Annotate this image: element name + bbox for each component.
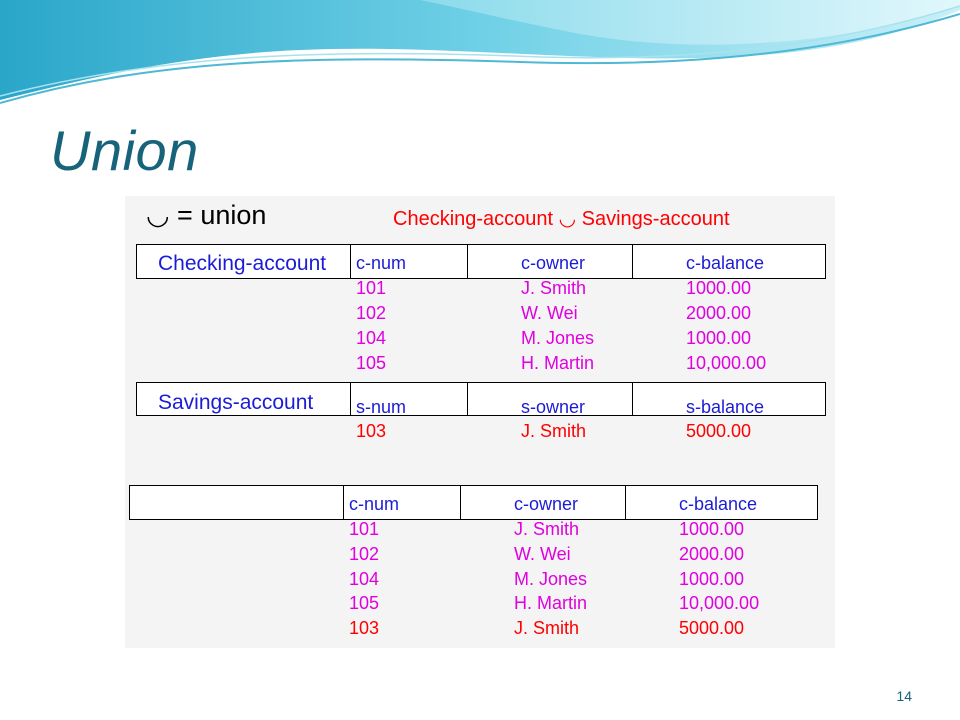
result-cell: 103	[349, 618, 380, 638]
result-cell: 1000.00	[679, 519, 745, 539]
header-wave-decoration	[0, 0, 960, 115]
checking-col-header: c-balance	[686, 253, 765, 273]
union-definition: ◡ = union	[146, 200, 267, 230]
checking-cell: 1000.00	[686, 278, 752, 298]
result-col-header: c-owner	[514, 494, 579, 514]
divider	[350, 382, 351, 416]
checking-cell: 1000.00	[686, 328, 752, 348]
checking-cell: 101	[356, 278, 387, 298]
checking-cell: 102	[356, 303, 387, 323]
result-col-header: c-balance	[679, 494, 758, 514]
savings-cell: 103	[356, 421, 387, 441]
checking-cell: W. Wei	[521, 303, 578, 323]
checking-cell: 105	[356, 353, 387, 373]
slide-title: Union	[50, 119, 199, 182]
checking-col-header: c-num	[356, 253, 407, 273]
checking-col-header: c-owner	[521, 253, 586, 273]
result-cell: J. Smith	[514, 519, 580, 539]
savings-col-header: s-num	[356, 397, 407, 417]
result-cell: 5000.00	[679, 618, 745, 638]
divider	[467, 244, 468, 279]
checking-cell: J. Smith	[521, 278, 587, 298]
result-cell: 1000.00	[679, 569, 745, 589]
divider	[632, 382, 633, 416]
divider	[625, 485, 626, 520]
result-cell: M. Jones	[514, 569, 588, 589]
result-col-header: c-num	[349, 494, 400, 514]
checking-cell: M. Jones	[521, 328, 595, 348]
checking-cell: H. Martin	[521, 353, 595, 373]
savings-col-header: s-balance	[686, 397, 765, 417]
result-cell: 101	[349, 519, 380, 539]
divider	[350, 244, 351, 279]
checking-cell: 104	[356, 328, 387, 348]
divider	[343, 485, 344, 520]
union-expression: Checking-account ◡ Savings-account	[393, 208, 730, 230]
result-cell: J. Smith	[514, 618, 580, 638]
divider	[467, 382, 468, 416]
result-cell: W. Wei	[514, 544, 571, 564]
result-cell: H. Martin	[514, 593, 588, 613]
result-cell: 104	[349, 569, 380, 589]
checking-cell: 10,000.00	[686, 353, 767, 373]
page-number: 14	[896, 688, 912, 704]
divider	[632, 244, 633, 279]
result-cell: 102	[349, 544, 380, 564]
savings-relation-label: Savings-account	[158, 391, 314, 414]
result-cell: 10,000.00	[679, 593, 760, 613]
result-cell: 105	[349, 593, 380, 613]
savings-cell: 5000.00	[686, 421, 752, 441]
checking-relation-label: Checking-account	[158, 252, 327, 275]
savings-col-header: s-owner	[521, 397, 586, 417]
result-cell: 2000.00	[679, 544, 745, 564]
checking-cell: 2000.00	[686, 303, 752, 323]
divider	[460, 485, 461, 520]
savings-cell: J. Smith	[521, 421, 587, 441]
